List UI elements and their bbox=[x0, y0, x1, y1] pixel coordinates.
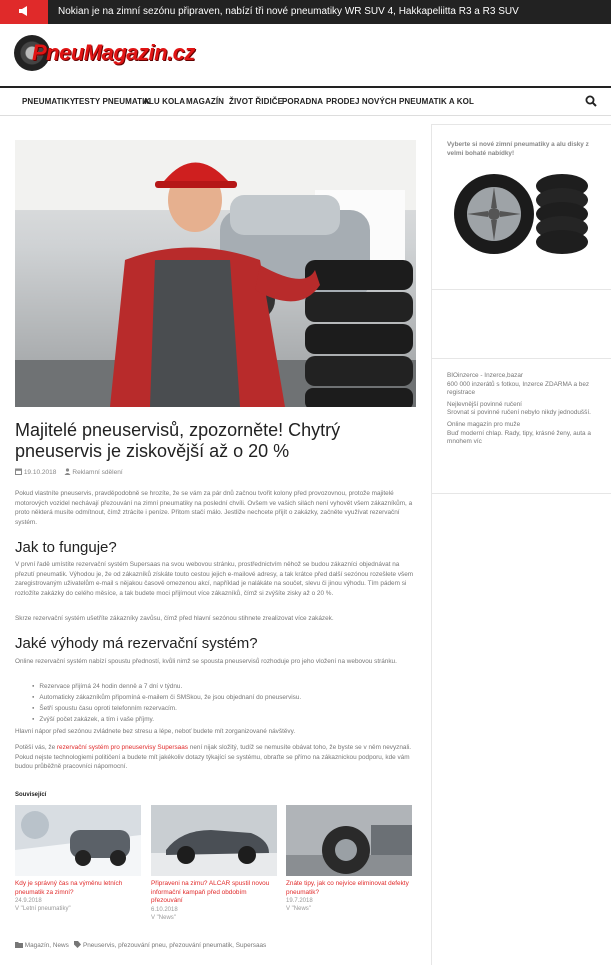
article-intro: Pokud vlastníte pneuservis, pravděpodobně se hrozíte, že se vám za pár dnů začnou tvořit kolony před provozovnou, protože majitelé motorových vozidel nechávají přezouvání na zimní pneumatiky na poslední chvíli. Ovšem ve vašich silách není vyhovět všem zákazníkům, a proto některá musíte odmítnout, čímž ztrácíte i peníze. Přitom stačí málo. Jestliže nechcete přijít o zakázky, začněte využívat rezervační systém. bbox=[15, 490, 413, 526]
list-item: ● Zvýší počet zakázek, a tím i vaše příjmy. bbox=[32, 714, 412, 725]
sidebar-ad-text[interactable]: Vyberte si nové zimní pneumatiky a alu disky z velmi bohaté nabídky! bbox=[447, 141, 589, 157]
nav-item-testy-pneumatik[interactable]: TESTY PNEUMATIK bbox=[74, 97, 151, 106]
sidebar-link[interactable]: BIOinzerce - Inzerce,bazar 600 000 inzerátů s fotkou, Inzerce ZDARMA a bez registrace bbox=[447, 372, 590, 397]
news-ticker bbox=[0, 0, 611, 24]
advantages-list bbox=[32, 681, 412, 725]
paragraph-advantages: Online rezervační systém nabízí spoustu předností, kvůli nimž se spousta pneuservisů rozhoduje pro jeho vložení na webovou stránku. bbox=[15, 658, 397, 665]
heading-advantages: Jaké výhody má rezervační systém? bbox=[15, 635, 258, 652]
nav-item-zivot-ridice[interactable]: ŽIVOT ŘIDIČE bbox=[229, 97, 284, 106]
paragraph-supersaas bbox=[15, 743, 416, 772]
ticker-headline[interactable]: Nokian je na zimní sezónu připraven, nabízí tři nové pneumatiky WR SUV 4, Hakkapeliitta R3 a R3 SUV bbox=[58, 6, 519, 17]
site-logo[interactable] bbox=[14, 34, 220, 72]
list-item: ● Automaticky zákazníkům připomíná e-mailem či SMSkou, že jsou objednaní do pneuservisu. bbox=[32, 692, 412, 703]
heading-how-it-works: Jak to funguje? bbox=[15, 539, 117, 556]
tires-ad-image[interactable] bbox=[452, 164, 590, 264]
article-date: 19.10.2018 bbox=[23, 469, 57, 476]
nav-item-magazin[interactable]: MAGAZÍN bbox=[186, 97, 225, 106]
paragraph-text: není nijak složitý, tudíž se nemusíte obávat toho, že byste se v něm nevyznali. Pokud nejste technologiemi političení a budete mít jakékoliv dotazy týkající se systému, obraťte se přímo na zákaznickou podporu, kde vám budou průběžně pracovníci nápomocní. bbox=[15, 744, 412, 770]
paragraph-text: Potěší vás, že bbox=[15, 744, 57, 751]
related-date: 6.10.2018 bbox=[151, 906, 178, 913]
related-category: V "News" bbox=[151, 914, 176, 921]
article-title: Majitelé pneuservisů, zpozorněte! Chytrý pneuservis je ziskovější až o 20 % bbox=[15, 420, 341, 461]
related-title[interactable]: Znáte tipy, jak co nejvíce eliminovat defekty pneumatik? bbox=[286, 880, 409, 896]
supersaas-link[interactable]: rezervační systém pro pneuservisy Supersaas bbox=[56, 744, 188, 751]
related-thumbnail[interactable] bbox=[286, 805, 412, 876]
article-hero-image bbox=[15, 140, 416, 407]
related-category: V "News" bbox=[286, 906, 311, 912]
related-post-3[interactable] bbox=[286, 805, 412, 913]
nav-item-pneumatiky[interactable]: PNEUMATIKY bbox=[22, 97, 76, 106]
related-thumbnail[interactable] bbox=[151, 805, 277, 876]
related-title[interactable]: Připraveni na zimu? ALCAR spustil novou informační kampaň před obdobím přezouvání bbox=[151, 880, 270, 904]
user-icon bbox=[64, 468, 71, 475]
paragraph-how-it-works: V první řadě umístíte rezervační systém Supersaas na svou webovou stránku, prostřednictvím něhož se budou zákazníci objednávat na přezutí pneumatik. Výhodou je, že od zákazníků získáte touto cestou jejich e-mailové adresy, a tak krátce před další sezónou rozešlete všem zaregistrovaným uživatelům e-mail s nějakou časově omezenou akcí, například je nalákáte na součet, slevu či jinou výhodu. Tím pádem si rozložíte zakázky do celého měsíce, a tak budete moci přijímout více zákazníků, čímž si zvýšíte zisky až o 20 %. bbox=[15, 561, 414, 597]
sidebar-links bbox=[447, 372, 597, 450]
search-icon[interactable] bbox=[585, 95, 597, 107]
folder-icon bbox=[15, 941, 23, 948]
nav-item-poradna[interactable]: PORADNA bbox=[282, 97, 324, 106]
sidebar-link[interactable]: Nejlevnější povinné ručení Srovnat si povinné ručení nebylo nikdy jednodušší. bbox=[447, 400, 591, 417]
article-category[interactable]: Reklamní sdělení bbox=[72, 469, 123, 476]
nav-item-alu-kola[interactable]: ALU KOLA bbox=[143, 97, 186, 106]
tags-categories[interactable]: Magazín, News bbox=[24, 942, 69, 949]
megaphone-icon bbox=[0, 0, 48, 24]
list-item: ● Šetří spoustu času oproti telefonním rezervacím. bbox=[32, 703, 412, 714]
related-date: 24.9.2018 bbox=[15, 898, 42, 904]
related-title[interactable]: Kdy je správný čas na výměnu letních pneumatik za zimní? bbox=[15, 880, 123, 896]
tag-icon bbox=[74, 941, 81, 948]
calendar-icon bbox=[15, 468, 22, 475]
related-thumbnail[interactable] bbox=[15, 805, 141, 876]
paragraph-season: Hlavní nápor před sezónou zvládnete bez stresu a lépe, neboť budete mít zorganizované návštěvy. bbox=[15, 728, 296, 735]
tags-list[interactable]: Pneuservis, přezouvání pneu, přezouvání pneumatik, Supersaas bbox=[82, 942, 267, 949]
paragraph-reservation: Skrze rezervační systém ušetříte zákazníky zavůsu, čímž před hlavní sezónou stihnete zrealizovat více zakázek. bbox=[15, 615, 334, 622]
related-date: 19.7.2018 bbox=[286, 898, 313, 904]
nav-item-prodej[interactable]: PRODEJ NOVÝCH PNEUMATIK A KOL bbox=[326, 97, 474, 106]
article-tags bbox=[15, 941, 266, 949]
logo-text: PneuMagazin.cz bbox=[32, 40, 195, 65]
main-navigation bbox=[0, 86, 611, 116]
related-heading: Související bbox=[15, 792, 47, 798]
list-item: ● Rezervace přijímá 24 hodin denně a 7 dní v týdnu. bbox=[32, 681, 412, 692]
related-post-2[interactable] bbox=[151, 805, 277, 922]
article-meta bbox=[15, 468, 123, 476]
related-post-1[interactable] bbox=[15, 805, 141, 913]
sidebar-link[interactable]: Online magazín pro muže Buď moderní chlap. Rady, tipy, krásné ženy, auta a mnohem víc bbox=[447, 420, 591, 446]
related-category: V "Letní pneumatiky" bbox=[15, 906, 71, 912]
